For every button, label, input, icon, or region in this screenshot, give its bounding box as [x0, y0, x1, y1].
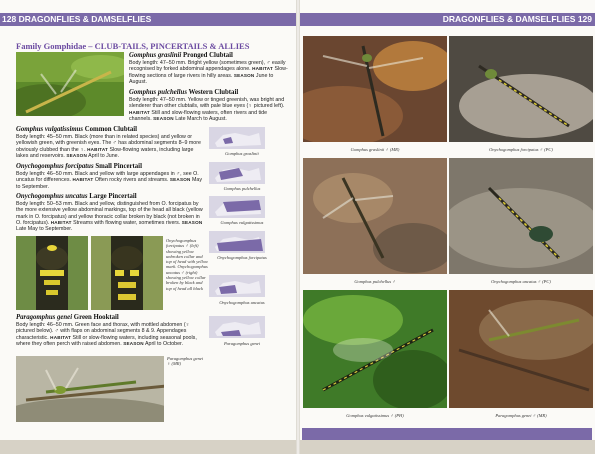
entry-body: Body length: 50–53 mm. Black and yellow, distinguished from O. forcipatus by the more extensive yellow abdominal markings, top of the head all black (yellow mark in O. forcipatus) and yellow thoracic collar broken by black (not broken in O. forcipatus).: [16, 201, 203, 226]
entry-sci-name: Gomphus pulchellus: [129, 89, 187, 96]
left-page-number: 128: [2, 14, 17, 24]
entry-body: Body length: 45–50 mm. Black (more than in related species) and yellow or yellowish green, with greenish eyes. The ♂ has abdominal segments 8–9 more obviously clubbed than the ♀.: [16, 134, 201, 153]
entry-common-name: Green Hooktail: [73, 314, 119, 321]
entry-habitat: Slow-flowing sections of large rivers in hilly areas.: [129, 66, 288, 79]
entry-season: Late May to September.: [16, 226, 73, 233]
map-uncatus: [209, 275, 265, 297]
entry-common-name: Small Pincertail: [95, 163, 142, 170]
entry-season: Late March to August.: [175, 115, 227, 122]
hooktail-caption: Paragomphus genei ♀ (MR): [167, 356, 204, 367]
photo-caption: Onychogomphus forcipatus ♂ (PC): [489, 147, 553, 152]
entry-habitat: Still and slow-flowing waters, often rivers and tide channels.: [129, 109, 268, 122]
right-running-header: [300, 13, 595, 26]
map-genei: [209, 316, 265, 338]
entry-sci-name: Onychogomphus forcipatus: [16, 163, 94, 170]
photo-caption: Gomphus vulgatissimus ♂ (PH): [346, 413, 404, 418]
entry-common-name: Pronged Clubtail: [183, 52, 233, 59]
right-header-title: DRAGONFLIES & DAMSELFLIES: [442, 14, 576, 24]
season-label: SEASON: [153, 115, 174, 121]
entry-habitat: Slow-flowing waters, including large lakes and reservoirs.: [16, 146, 194, 159]
entry-graslinii: [129, 52, 291, 85]
entry-season: June to August.: [129, 72, 274, 85]
bottom-accent-strip: [302, 428, 592, 440]
photo-genei-male: [449, 290, 593, 408]
left-running-header: [0, 13, 296, 26]
photo-genei-female: [16, 356, 164, 422]
map-vulgatissimus: [209, 196, 265, 218]
entry-forcipatus: [16, 163, 205, 190]
photo-uncatus-male: [449, 158, 593, 274]
gutter: [296, 0, 300, 454]
photo-forcipatus-male: [449, 36, 593, 142]
map-caption: Onychogomphus forcipatus: [217, 255, 267, 260]
photo-graslinii-female: [16, 52, 124, 116]
map-caption: Gomphus pulchellus: [223, 186, 261, 191]
entry-sci-name: Onychogomphus uncatus: [16, 193, 88, 200]
habitat-label: HABITAT: [87, 146, 109, 152]
season-label: SEASON: [123, 340, 144, 346]
habitat-label: HABITAT: [129, 109, 150, 115]
entry-body: Body length: 47–50 mm. Bright yellow (sometimes green), ♂ easily recognised by forked abdominal appendages alone.: [129, 60, 286, 73]
map-caption: Paragomphus genei: [223, 341, 261, 346]
photo-caption: Paragomphus genei ♂ (MR): [495, 413, 547, 418]
entry-vulgatissimus: [16, 126, 205, 159]
entry-genei: [16, 314, 205, 347]
season-label: SEASON: [233, 72, 255, 78]
entry-sci-name: Gomphus vulgatissimus: [16, 126, 84, 133]
habitat-label: HABITAT: [72, 177, 94, 183]
entry-habitat: Streams with flowing water, sometimes rivers.: [73, 219, 181, 226]
pincertail-caption: Onychogomphus forcipatus ♂ (left) showing yellow unbroken collar and top of head with yellow mark. Onychogomphus uncatus ♂ (right) showing yellow collar broken by black and top of head all black: [166, 238, 208, 291]
season-label: SEASON: [169, 177, 191, 183]
entry-common-name: Large Pincertail: [89, 193, 137, 200]
entry-season: April to June.: [88, 152, 120, 159]
entry-sci-name: Paragomphus genei: [16, 314, 73, 321]
entry-habitat: Still or slow-flowing waters, including seasonal pools, where they often perch with raised abdomen.: [16, 334, 197, 347]
photo-vulgatissimus-male: [303, 290, 447, 408]
map-caption: Gomphus vulgatissimus: [220, 220, 264, 225]
entry-body: Body length: 46–50 mm. Green face and thorax, with mottled abdomen (♀ pictured below). ♂ with flaps on abdominal segments 8 & 9. Appendages characteristic.: [16, 322, 190, 341]
left-footer-bar: [0, 440, 296, 454]
habitat-label: HABITAT: [252, 66, 273, 72]
photo-caption: Gomphus graslinii ♂ (MR): [350, 147, 400, 152]
season-label: SEASON: [66, 152, 87, 158]
photo-forcipatus-head: [16, 236, 88, 310]
entry-uncatus: [16, 193, 205, 232]
photo-caption: Gomphus pulchellus ♂: [354, 279, 396, 284]
entry-body: Body length: 47–50 mm. Yellow or tinged greenish, was bright and slenderer than other clubtails, with pale blue eyes (♀ pictured left).: [129, 97, 285, 110]
map-caption: Onychogomphus uncatus: [219, 300, 265, 305]
entry-common-name: Common Clubtail: [84, 126, 138, 133]
entry-sci-name: Gomphus graslinii: [129, 52, 182, 59]
photo-caption: Onychogomphus uncatus ♂ (PC): [491, 279, 551, 284]
entry-season: May to September.: [16, 177, 203, 190]
left-header-title: DRAGONFLIES & DAMSELFLIES: [18, 14, 152, 24]
habitat-label: HABITAT: [50, 219, 72, 225]
entry-habitat: Often rocky rivers and streams.: [94, 177, 169, 184]
entry-common-name: Western Clubtail: [188, 89, 239, 96]
entry-season: April to October.: [145, 340, 183, 347]
map-caption: Gomphus graslinii: [225, 151, 259, 156]
habitat-label: HABITAT: [50, 334, 72, 340]
season-label: SEASON: [181, 219, 203, 225]
right-page-number: 129: [577, 14, 592, 24]
map-forcipatus: [209, 231, 265, 253]
map-graslinii: [209, 127, 265, 149]
photo-pulchellus-male: [303, 158, 447, 274]
entry-body: Body length: 46–50 mm. Black and yellow with large appendages in ♂, see O. uncatus for differences.: [16, 171, 199, 184]
family-heading: Family Gomphidae – CLUB-TAILS, PINCERTAILS & ALLIES: [16, 41, 250, 51]
photo-uncatus-head: [91, 236, 163, 310]
right-footer-bar: [300, 440, 595, 454]
entry-pulchellus: [129, 89, 291, 122]
photo-graslinii-male: [303, 36, 447, 142]
map-pulchellus: [209, 162, 265, 184]
